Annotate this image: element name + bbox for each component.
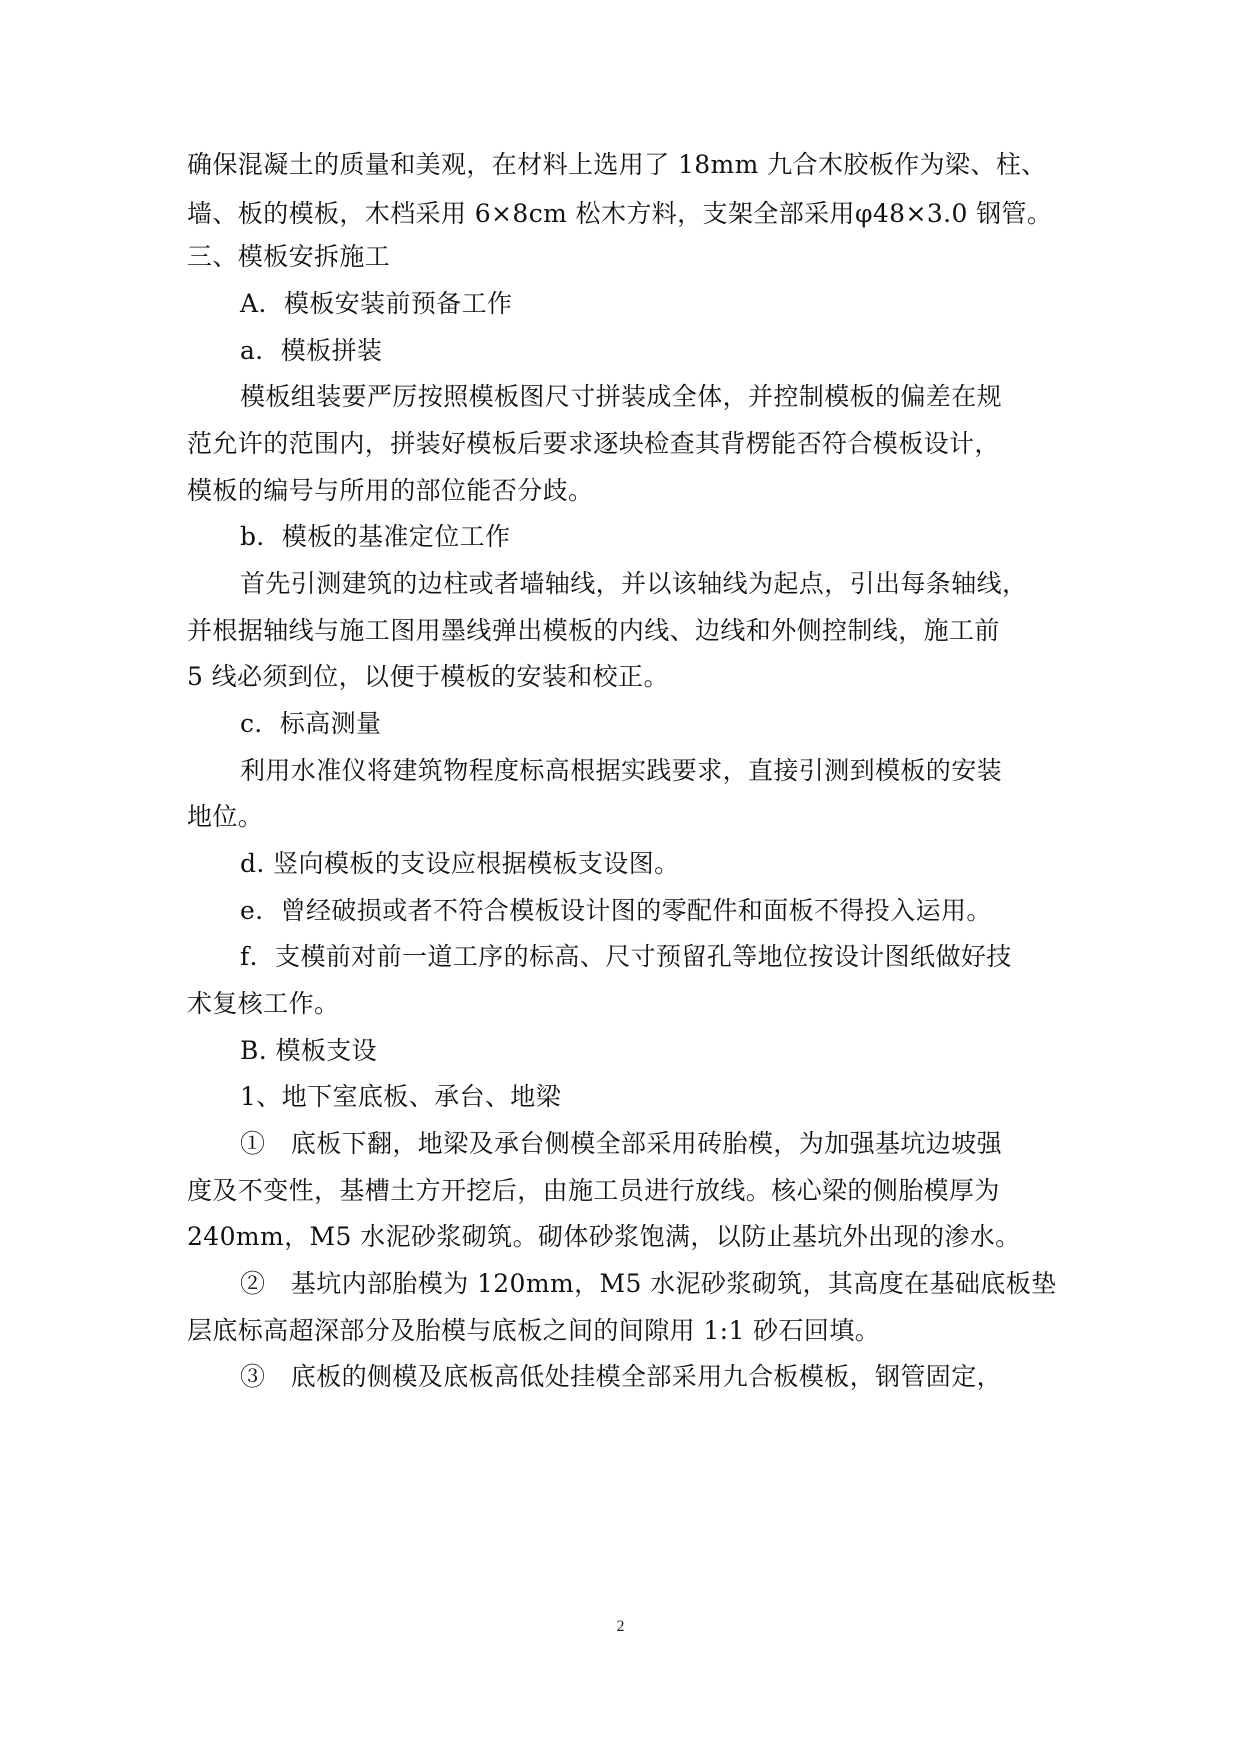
circled-item-1: ① 底板下翻，地梁及承台侧模全部采用砖胎模，为加强基坑边坡强 xyxy=(240,1129,1003,1158)
text-line-24: 240mm，M5 水泥砂浆砌筑。砌体砂浆饱满，以防止基坑外出现的渗水。 xyxy=(187,1222,1021,1251)
item-e: e．曾经破损或者不符合模板设计图的零配件和面板不得投入运用。 xyxy=(240,896,992,925)
text-line-19: 术复核工作。 xyxy=(187,989,340,1018)
text-line-11: 并根据轴线与施工图用墨线弹出模板的内线、边线和外侧控制线，施工前 xyxy=(187,616,1000,645)
numbered-heading-1: 1、地下室底板、承台、地梁 xyxy=(240,1082,562,1111)
circled-item-2: ② 基坑内部胎模为 120mm，M5 水泥砂浆砌筑，其高度在基础底板垫 xyxy=(240,1269,1057,1298)
item-heading-b: b．模板的基准定位工作 xyxy=(240,522,511,551)
subsection-heading-b: B. 模板支设 xyxy=(240,1036,378,1065)
text-line-2: 墙、板的模板，木档采用 6×8cm 松木方料，支架全部采用φ48×3.0 钢管。 xyxy=(187,199,1053,228)
section-heading: 三、模板安拆施工 xyxy=(187,242,391,271)
text-line-7: 范允许的范围内，拼装好模板后要求逐块检查其背楞能否符合模板设计， xyxy=(187,429,1000,458)
text-line-23: 度及不变性，基槽土方开挖后，由施工员进行放线。核心梁的侧胎模厚为 xyxy=(187,1176,1000,1205)
item-heading-c: c．标高测量 xyxy=(240,709,382,738)
item-f: f．支模前对前一道工序的标高、尺寸预留孔等地位按设计图纸做好技 xyxy=(240,942,1012,971)
text-line-14: 利用水准仪将建筑物程度标高根据实践要求，直接引测到模板的安装 xyxy=(240,756,1003,785)
item-heading-a: a．模板拼装 xyxy=(240,336,383,365)
page-number: 2 xyxy=(616,1618,625,1635)
text-line-12: 5 线必须到位，以便于模板的安装和校正。 xyxy=(187,662,669,691)
subsection-heading-a: A．模板安装前预备工作 xyxy=(240,289,513,318)
text-line-1: 确保混凝土的质量和美观，在材料上选用了 18mm 九合木胶板作为梁、柱、 xyxy=(187,150,1047,179)
text-line-6: 模板组装要严厉按照模板图尺寸拼装成全体，并控制模板的偏差在规 xyxy=(240,382,1003,411)
text-line-10: 首先引测建筑的边柱或者墙轴线，并以该轴线为起点，引出每条轴线， xyxy=(240,569,1028,598)
text-line-8: 模板的编号与所用的部位能否分歧。 xyxy=(187,476,594,505)
text-line-15: 地位。 xyxy=(187,802,264,831)
text-line-26: 层底标高超深部分及胎模与底板之间的间隙用 1:1 砂石回填。 xyxy=(187,1316,881,1345)
circled-item-3: ③ 底板的侧模及底板高低处挂模全部采用九合板模板，钢管固定， xyxy=(240,1362,1003,1391)
item-d: d. 竖向模板的支设应根据模板支设图。 xyxy=(240,849,680,878)
